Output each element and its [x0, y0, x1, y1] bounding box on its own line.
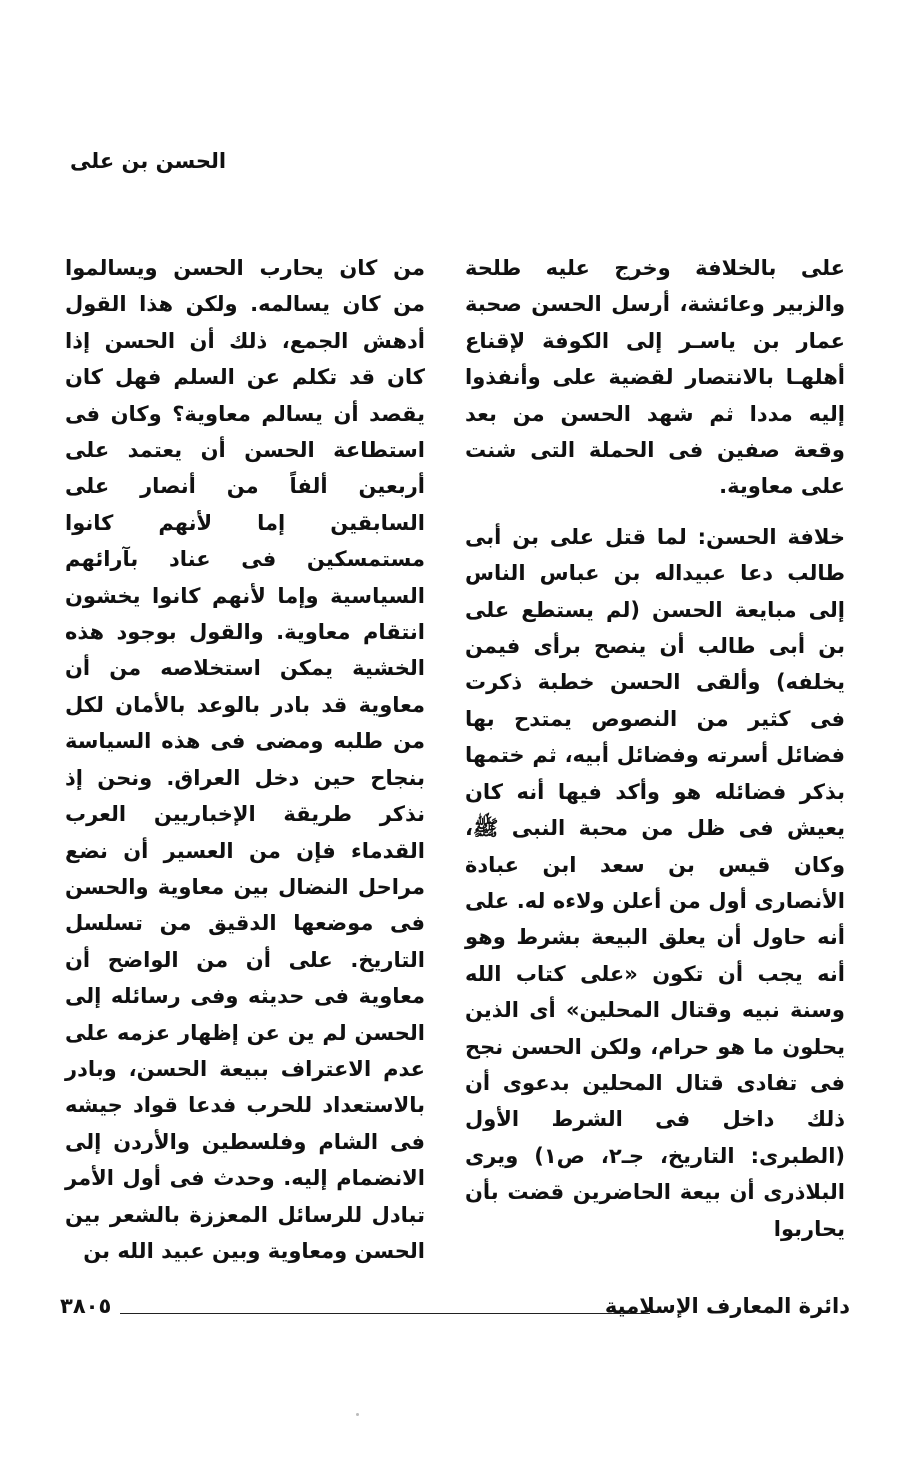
scan-speck — [356, 1413, 359, 1416]
footer-rule — [120, 1313, 650, 1314]
right-column — [465, 250, 845, 1247]
page-number: ٣٨٠٥ — [60, 1294, 112, 1318]
running-title: الحسن بن على — [70, 149, 227, 173]
section-heading: خلافة الحسن: — [697, 524, 846, 549]
footer-publication: دائرة المعارف الإسلامية — [604, 1294, 850, 1318]
right-paragraph-2-text: لما قتل على بن أبى طالب دعا عبيداله بن عباس الناس إلى مبايعة الحسن (لم يستطع على بن أبى طالب أن ينصح برأى فيمن يخلفه) وألقى الحسن خطبة ذكرت فى كثير من النصوص يمتدح بها فضائل أسرته وفضائل أبيه، ثم ختمها بذكر فضائله هو وأكد فيها أنه كان يعيش فى ظل من محبة النبى ﷺ، وكان قيس بن سعد ابن عبادة الأنصارى أول من أعلن ولاءه له. على أنه حاول أن يعلق البيعة بشرط وهو أنه يجب أن تكون «على كتاب الله وسنة نبيه وقتال المحلين» أى الذين يحلون ما هو حرام، ولكن الحسن نجح فى تفادى قتال المحلين بدعوى أن ذلك داخل فى الشرط الأول (الطبرى: التاريخ، جـ٢، ص١) ويرى البلاذرى أن بيعة الحاضرين قضت بأن يحاربوا — [465, 524, 845, 1241]
right-paragraph-1: على بالخلافة وخرج عليه طلحة والزبير وعائشة، أرسل الحسن صحبة عمار بن ياسـر إلى الكوفة لإقناع أهلهـا بالانتصار لقضية على وأنفذوا إليه مددا ثم شهد الحسن من بعد وقعة صفين فى الحملة التى شنت على معاوية. — [465, 256, 845, 499]
left-column — [65, 250, 425, 1269]
left-paragraph-1: من كان يحارب الحسن ويسالموا من كان يسالمه. ولكن هذا القول أدهش الجمع، ذلك أن الحسن إذا كان قد تكلم عن السلم فهل كان يقصد أن يسالم معاوية؟ وكان فى استطاعة الحسن أن يعتمد على أربعين ألفاً من أنصار على السابقين إما لأنهم كانوا مستمسكين فى عناد بآرائهم السياسية وإما لأنهم كانوا يخشون انتقام معاوية. والقول بوجود هذه الخشية يمكن استخلاصه من أن معاوية قد بادر بالوعد بالأمان لكل من طلبه ومضى فى هذه السياسة بنجاح حين دخل العراق. ونحن إذ نذكر طريقة الإخباريين العرب القدماء فإن من العسير أن نضع مراحل النضال بين معاوية والحسن فى موضعها الدقيق من تسلسل التاريخ. على أن من الواضح أن معاوية فى حديثه وفى رسائله إلى الحسن لم ين عن إظهار عزمه على عدم الاعتراف ببيعة الحسن، وبادر بالاستعداد للحرب فدعا قواد جيشه فى الشام وفلسطين والأردن إلى الانضمام إليه. وحدث فى أول الأمر تبادل للرسائل المعززة بالشعر بين الحسن ومعاوية وبين عبيد الله بن — [65, 256, 425, 1263]
right-paragraph-2 — [465, 519, 845, 1247]
paragraph-gap — [465, 505, 845, 519]
page-footer — [60, 1288, 850, 1328]
